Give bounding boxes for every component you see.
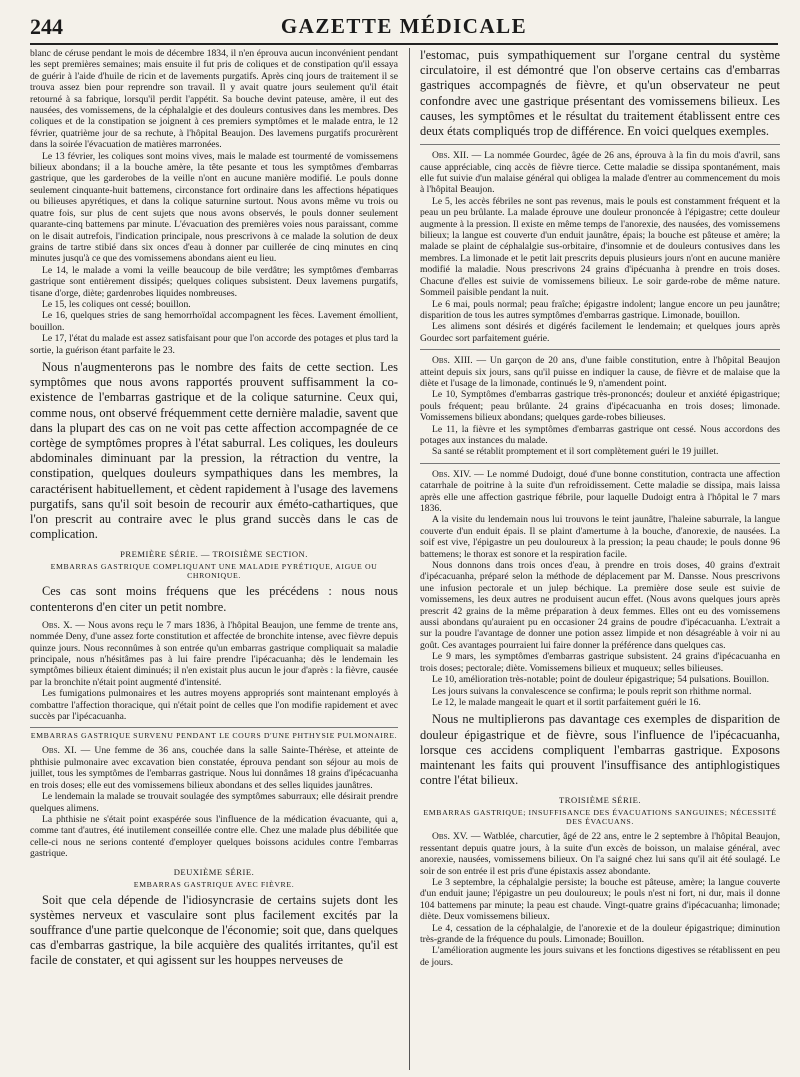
paragraph: Le 14, le malade a vomi la veille beaucoup de bile verdâtre; les symptômes d'embarras gastrique sont entièrement dissipés; quelques coliques subsistent. Deux lavemens purgatifs, tisane d'orge, diète; gardenrobes liquides nombreuses. bbox=[30, 264, 398, 299]
paragraph: Le 6 mai, pouls normal; peau fraîche; épigastre indolent; langue encore un peu jaunâtre; disparition de tous les autres symptômes d'embarras gastrique. Limonade, bouillon. bbox=[420, 298, 780, 321]
paragraph: Le 11, la fièvre et les symptômes d'embarras gastrique ont cessé. Nous accordons des potages aux instances du malade. bbox=[420, 423, 780, 446]
page-header bbox=[30, 14, 778, 40]
right-column bbox=[420, 48, 780, 1070]
observation-text: — Un garçon de 20 ans, d'une faible constitution, entre à l'hôpital Beaujon atteint depuis six jours, sans qu'il puisse en indiquer la cause, de fièvre et de malaise que la diète et l'usage de la limonade, continués le 9, n'amendent point. bbox=[420, 355, 780, 389]
page-title: GAZETTE MÉDICALE bbox=[280, 14, 528, 38]
paragraph: Le 9 mars, les symptômes d'embarras gastrique subsistent. 24 grains d'ipécacuanha en trois doses; pectorale; diète. Vomissemens bilieux et muqueux; selles bilieuses. bbox=[420, 651, 780, 674]
observation-paragraph bbox=[420, 355, 780, 389]
section-subheading: EMBARRAS GASTRIQUE COMPLIQUANT UNE MALADIE PYRÉTIQUE, AIGUE OU CHRONIQUE. bbox=[50, 562, 378, 581]
observation-text: — La nommée Gourdec, âgée de 26 ans, éprouva à la fin du mois d'avril, sans cause appréciable, cinq accès de fièvre tierce. Cette maladie se dissipa spontanément, mais elle fut suivie d'un malaise général qui obligea la malade d'entrer au commencement du mois à l'hôpital Beaujon. bbox=[420, 150, 780, 196]
header-rule bbox=[30, 43, 778, 45]
paragraph: Nous donnons dans trois onces d'eau, à prendre en trois doses, 40 grains d'extrait d'ipécacuanha, préparé selon la méthode de déplacement par M. Dansse. Nous prescrivons une infusion pectorale et un julep béchique. La première dose seule est suivie de vomissemens, les deux autres ne produisent aucun effet. (Nous avons quelques jours après prescrit 42 grains de la même préparation à deux femmes. Elles ont eu des vomissemens aussi abondans qu'auraient pu en occasioner 24 grains de poudre d'ipécacuanha. L'extrait a sur la poudre l'avantage de donner une potion assez limpide et non désagréable à voir ni au goût. Ces avantages pourraient lui faire donner la préférence dans quelques cas. bbox=[420, 560, 780, 651]
observation-text: — Watblée, charcutier, âgé de 22 ans, entre le 2 septembre à l'hôpital Beaujon, ressentant depuis quatre jours, à la suite d'un excès de boisson, un malaise général, avec anorexie, nausées, vomissemens bilieux. On l'a saigné chez lui sans qu'il ait été soulagé. Le soir de son entrée il est pris d'une épistaxis assez abondante. bbox=[420, 831, 780, 877]
observation-text: — Le nommé Dudoigt, doué d'une bonne constitution, contracta une affection catarrhale de poitrine à la suite d'un refroidissement. Cette maladie se dissipa, mais laissa après elle une affection gastrique fébrile, pour laquelle Dudoigt entra à l'hôpital le 7 mars 1836. bbox=[420, 468, 780, 514]
divider bbox=[420, 349, 780, 350]
observation-text: — Une femme de 36 ans, couchée dans la salle Sainte-Thérèse, et atteinte de phthisie pulmonaire avec excavation bien constatée, éprouva pendant son séjour au mois de juillet, tous les symptômes de l'embarras gastrique. Nous lui donnâmes 18 grains d'ipécacuanha en trois doses; elle eut des vomissemens bilieux abondans et des selles liquides jaunâtres. bbox=[30, 745, 398, 791]
section-subheading: EMBARRAS GASTRIQUE SURVENU PENDANT LE COURS D'UNE PHTHYSIE PULMONAIRE. bbox=[30, 731, 398, 741]
paragraph: Le 4, cessation de la céphalalgie, de l'anorexie et de la douleur épigastrique; diminution très-grande de la fréquence du pouls. Limonade; Bouillon. bbox=[420, 922, 780, 945]
column-separator bbox=[409, 48, 410, 1070]
observation-label: Obs. XII. bbox=[432, 150, 469, 162]
paragraph: Le 10, Symptômes d'embarras gastrique très-prononcés; douleur et anxiété épigastrique; pouls fréquent; peau brûlante. 24 grains d'ipécacuanha en trois doses; limonade. Vomissemens bilieux abondans; quelques garde-robes bilieuses. bbox=[420, 389, 780, 424]
paragraph: Les jours suivans la convalescence se confirma; le pouls reprit son rhithme normal. bbox=[432, 685, 752, 697]
paragraph: Le 5, les accès fébriles ne sont pas revenus, mais le pouls est constamment fréquent et la peau un peu brûlante. La malade éprouve une douleur prononcée à l'épigastre; cette douleur augmente à la pression. Il existe en même temps de l'anorexie, des nausées, des vomissemens bilieux; la langue est couverte d'un enduit jaunâtre, épais; la bouche est pâteuse et amère; la malade se plaint de céphalalgie sus-orbitaire, d'insomnie et de douleurs contusives dans les membres. La limonade et le petit lait prescrits depuis plusieurs jours n'ont en aucune manière modifié la maladie. Nous prescrivons 24 grains d'ipécuanha à prendre en trois doses. Chacune d'elles est suivie de vomissemens bilieux. Le soir garde-robe de même nature. Sommeil paisible pendant la nuit. bbox=[420, 195, 780, 299]
paragraph: A la visite du lendemain nous lui trouvons le teint jaunâtre, l'haleine saburrale, la langue couverte d'un enduit épais. Il se plaint d'amertume à la bouche, d'anorexie, de nausées. La soif est vive, l'épigastre un peu douloureux à la pression; la peau chaude; le pouls donne 96 battemens; le thorax est sonore et la respiration facile. bbox=[420, 514, 780, 560]
observation-label: Obs. XIV. bbox=[432, 468, 472, 480]
left-column bbox=[30, 48, 398, 1070]
observation-paragraph bbox=[30, 745, 398, 791]
series-heading: DEUXIÈME SÉRIE. bbox=[173, 866, 255, 877]
series-heading: PREMIÈRE SÉRIE. — TROISIÈME SECTION. bbox=[120, 549, 308, 560]
observation-paragraph bbox=[30, 620, 398, 688]
paragraph: Le 15, les coliques ont cessé; bouillon. bbox=[42, 298, 191, 310]
observation-label: Obs. XV. bbox=[432, 831, 468, 843]
paragraph: La phthisie ne s'était point exaspérée sous l'influence de la médication évacuante, qui a, comme tant d'autres, été inutilement conseillée contre elle. Chez une malade plus débilitée que celle-ci nous ne serions contenté d'employer quelques boissons acidules contre l'embarras gastrique. bbox=[30, 813, 398, 860]
observation-paragraph bbox=[420, 150, 780, 196]
paragraph: Les fumigations pulmonaires et les autres moyens appropriés sont maintenant employés à combattre l'affection thoracique, qui n'était point de celles que l'on modifie rapidement et avec succès par l'ipécacuanha. bbox=[30, 688, 398, 723]
observation-label: Obs. XIII. bbox=[432, 355, 473, 367]
paragraph: Les alimens sont désirés et digérés facilement le lendemain; et quelques jours après Gourdec sort parfaitement guérie. bbox=[420, 321, 780, 344]
section-subheading: EMBARRAS GASTRIQUE; INSUFFISANCE DES ÉVACUATIONS SANGUINES; NÉCESSITÉ DES ÉVACUANS. bbox=[423, 808, 777, 827]
paragraph: Sa santé se rétablit promptement et il sort complètement guéri le 19 juillet. bbox=[432, 446, 719, 458]
section-subheading: EMBARRAS GASTRIQUE AVEC FIÈVRE. bbox=[133, 879, 295, 889]
page-number: 244 bbox=[30, 14, 63, 39]
observation-label: Obs. X. bbox=[42, 619, 73, 631]
divider bbox=[30, 727, 398, 728]
paragraph: blanc de céruse pendant le mois de décembre 1834, il n'en éprouva aucun inconvénient pendant les sept premières semaines; mais ensuite il fut pris de coliques et de constipation qu'il essaya de guérir à l'aide d'huile de ricin et de lavements purgatifs. Après cinq jours de traitement il se trouva assez bien pour reprendre son travail. Il y avait quatre jours seulement qu'il était retourné à sa fabrique, lorsqu'il perdit l'appétit. Sa bouche devint pateuse, amère, il eut des nausées, des vomissemens, de la céphalalgie et des douleurs contusives dans les membres. Des coliques et de la constipation se joignent à ces premiers symptômes et le malade entra, le 12 février, quatrième jour de sa rechute, à l'hôpital Beaujon. Des lavemens purgatifs procurèrent dans la soirée l'évacuation de matières marronées. bbox=[30, 48, 398, 151]
divider bbox=[420, 463, 780, 464]
paragraph: Le 12, le malade mangeait le quart et il sortit parfaitement guéri le 16. bbox=[432, 696, 701, 708]
paragraph: Le 16, quelques stries de sang hemorrhoïdal accompagnent les fèces. Lavement émollient, bouillon. bbox=[30, 310, 398, 333]
large-paragraph: Ces cas sont moins fréquens que les précédens : nous nous contenterons d'en citer un petit nombre. bbox=[30, 584, 398, 614]
observation-text: — Nous avons reçu le 7 mars 1836, à l'hôpital Beaujon, une femme de trente ans, nommée Deny, d'une assez forte constitution et affectée de bronchite intense, avec fièvre depuis quinze jours. Nous reconnûmes à son entrée qu'un embarras gastrique compliquait sa maladie principale, nous n'hésitâmes pas à lui faire prendre l'ipécacuanha; dès le lendemain les symptômes bilieux étaient diminués; il n'en existait plus aucun le jour d'après : la fièvre, causée par la bronchite n'était point augmenté d'intensité. bbox=[30, 619, 398, 688]
observation-paragraph bbox=[420, 831, 780, 877]
paragraph: Le 3 septembre, la céphalalgie persiste; la bouche est pâteuse, amère; la langue couverte d'un enduit jaune; l'épigastre un peu douloureux; le pouls n'est ni fort, ni dur, mais il donne 104 battemens par minute; la peau est chaude. Vingt-quatre grains d'ipécacuanha; limonade; diète. Deux vomissemens bilieux. bbox=[420, 876, 780, 923]
series-heading: TROISIÈME SÉRIE. bbox=[559, 795, 641, 806]
paragraph: Le lendemain la malade se trouvait soulagée des symptômes saburraux; elle désirait prendre quelques alimens. bbox=[30, 791, 398, 814]
large-paragraph: Soit que cela dépende de l'idiosyncrasie de certains sujets dont les systèmes nerveux et vasculaire sont plus facilement excités par la souffrance d'une partie quelconque de l'économie; soit que, dans quelques cas d'embarras gastrique, la bile acquière des qualités irritantes, qu'il est facile de constater, et qui agissent sur les houppes nerveuses de bbox=[30, 892, 398, 968]
paragraph: Le 13 février, les coliques sont moins vives, mais le malade est tourmenté de vomissemens bilieux abondans; il a la bouche amère, la tête pesante et tous les symptômes d'embarras gastrique, que les garderobes de la veille n'ont en aucune manière modifié. Le pouls donne seulement cinquante-huit battemens, circonstance fort ordinaire dans les affections hépatiques ou bilieuses apyrétiques, et dans la colique saturnine surtout. Nous avons même vu trois ou quatre fois, sur plus de cent sujets que nous avons observés, le pouls donner seulement quarante-cinq battemens par minute. L'évacuation des premières voies nous paraissant, comme on le disait autrefois, l'indication principale, nous prescrivons à ce malade la solution de deux grains de tartre stibié dans six onces d'eau à donner par cuillerée de cinq minutes en cinq minutes jusqu'à ce que des vomissemens abondans aient eu lieu. bbox=[30, 150, 398, 265]
large-paragraph: Nous ne multiplierons pas davantage ces exemples de disparition de douleur épigastrique et de fièvre, sous l'influence de l'ipécacuanha, lorsque ces accidens compliquent l'embarras gastrique. Exposons maintenant les faits qui prouvent l'insuffisance des antiphlogistiques contre l'état bilieux. bbox=[420, 712, 780, 788]
large-paragraph: l'estomac, puis sympathiquement sur l'organe central du système circulatoire, il est démontré que l'on observe certains cas d'embarras gastriques accompagnés de fièvre, et qu'un observateur ne peut confondre avec une gastrique présentant des vomissemens bilieux. Les causes, les symptômes et le résultat du traitement établissent entre ces deux états compliqués trop de différence. En voici quelques exemples. bbox=[420, 48, 780, 139]
paragraph: L'amélioration augmente les jours suivans et les fonctions digestives se rétablissent en peu de jours. bbox=[420, 945, 780, 968]
divider bbox=[420, 144, 780, 145]
observation-label: Obs. XI. bbox=[42, 745, 77, 757]
large-paragraph: Nous n'augmenterons pas le nombre des faits de cette section. Les symptômes que nous avons rapportés prouvent suffisamment la co-existence de l'embarras gastrique et de la colique saturnine. Ceux qui, comme nous, ont observé fréquemment cette dernière maladie, savent que dans la plupart des cas on ne voit pas cette affection accompagnée de ce cortège de symptômes propres à l'état saburral. Les coliques, les douleurs abdominales diminuant par la pression, la rétraction du ventre, la constipation, quelques douleurs sympathiques dans les membres, la caractérisent habituellement, et cèdent rapidement à l'usage des lavemens purgatifs, sans qu'il soit besoin de recourir aux éméto-cathartiques, que l'on prescrit au contraire avec le plus grand succès dans le cas de complication. bbox=[30, 359, 398, 542]
observation-paragraph bbox=[420, 469, 780, 515]
paragraph: Le 10, amélioration très-notable; point de douleur épigastrique; 54 pulsations. Bouillon. bbox=[432, 674, 770, 686]
paragraph: Le 17, l'état du malade est assez satisfaisant pour que l'on accorde des potages et plus tard la sortie, la guérison étant parfaite le 23. bbox=[30, 333, 398, 356]
